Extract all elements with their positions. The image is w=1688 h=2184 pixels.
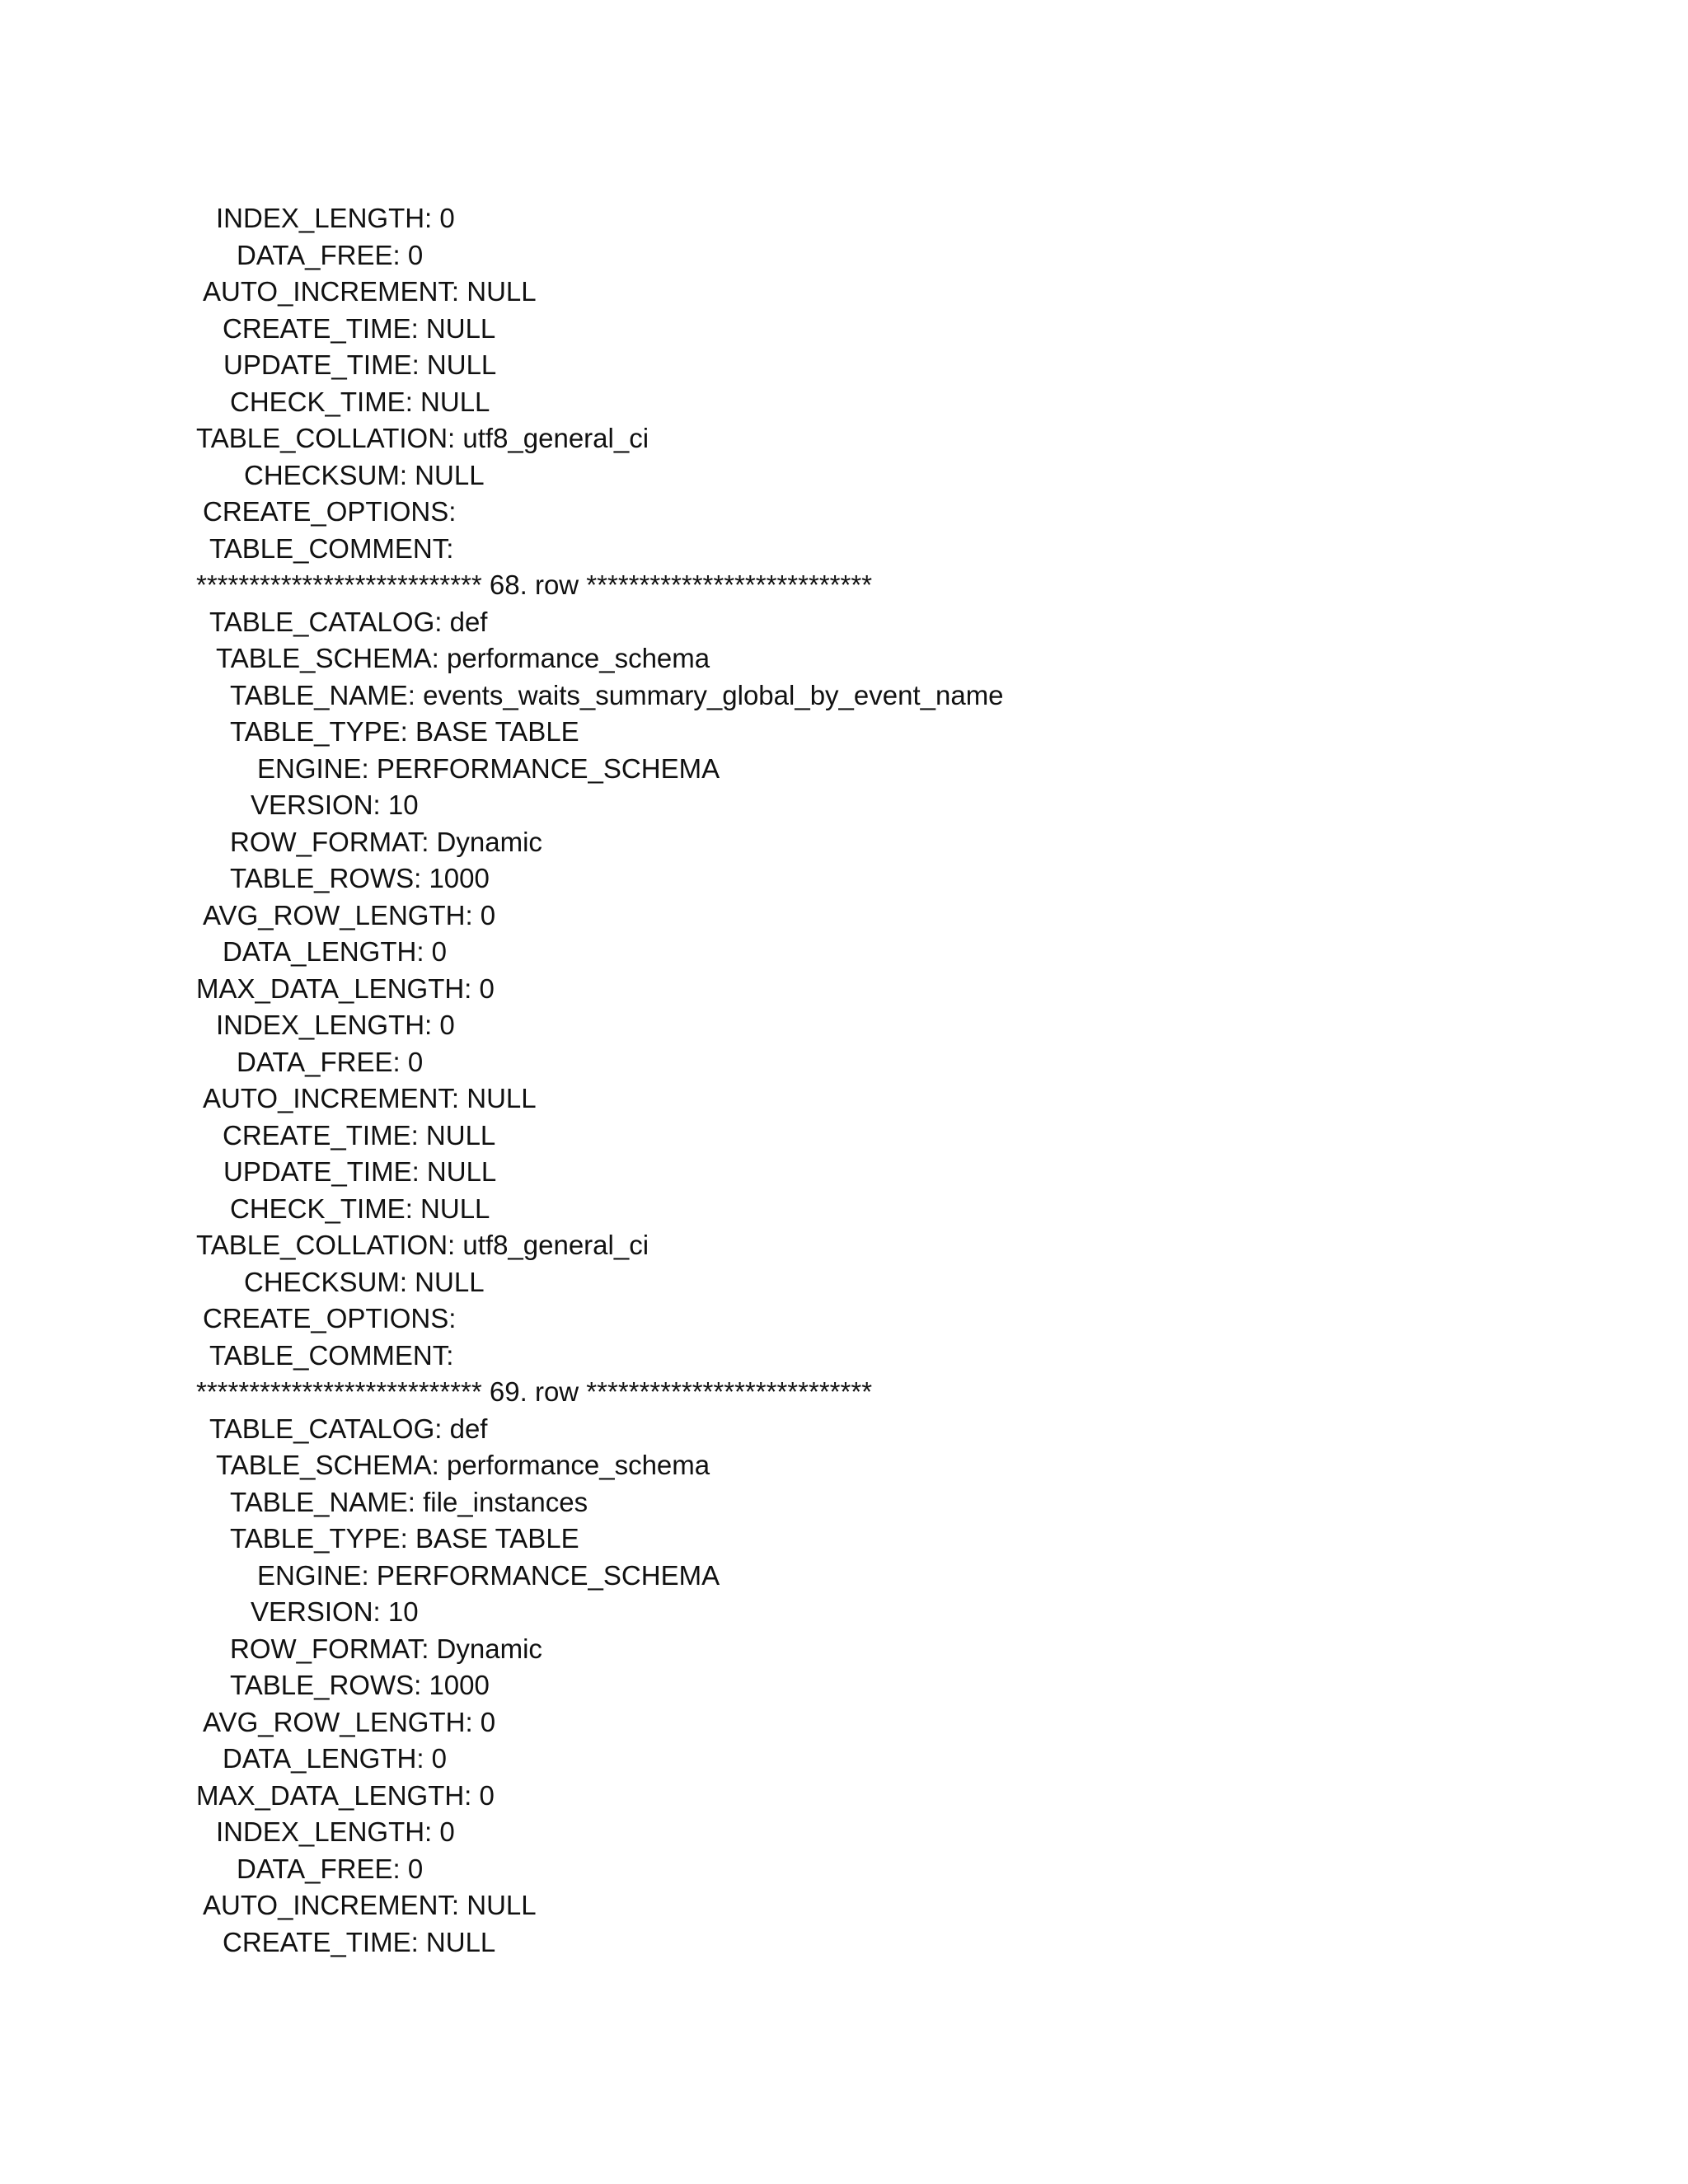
field-text: ROW_FORMAT: Dynamic (230, 1633, 542, 1664)
field-line (0, 1521, 1688, 1558)
field-line (0, 677, 1688, 715)
field-line (0, 237, 1688, 274)
field-line (0, 1851, 1688, 1888)
field-line (0, 1044, 1688, 1081)
field-text: AVG_ROW_LENGTH: 0 (203, 1706, 496, 1737)
field-line (0, 860, 1688, 898)
field-text: VERSION: 10 (251, 1596, 419, 1627)
field-text: DATA_LENGTH: 0 (223, 936, 448, 967)
field-text: DATA_FREE: 0 (237, 1853, 424, 1884)
field-line (0, 457, 1688, 494)
field-line (0, 1447, 1688, 1484)
field-line (0, 751, 1688, 788)
field-line (0, 1007, 1688, 1044)
field-text: MAX_DATA_LENGTH: 0 (196, 972, 495, 1004)
field-line (0, 604, 1688, 641)
field-line (0, 384, 1688, 421)
row-separator (0, 1374, 1688, 1411)
field-text: AUTO_INCREMENT: NULL (203, 1890, 537, 1920)
row-separator-text: *************************** 68. row *************************** (196, 569, 873, 600)
row-separator-text: *************************** 69. row *************************** (196, 1376, 873, 1407)
field-line (0, 1814, 1688, 1851)
field-line (0, 1667, 1688, 1704)
field-text: AVG_ROW_LENGTH: 0 (203, 899, 496, 930)
field-text: TABLE_NAME: file_instances (230, 1486, 588, 1517)
field-line (0, 1411, 1688, 1448)
field-text: ENGINE: PERFORMANCE_SCHEMA (257, 752, 720, 784)
field-line (0, 1887, 1688, 1924)
field-text: TABLE_COMMENT: (209, 1339, 454, 1371)
field-text: UPDATE_TIME: NULL (223, 1156, 497, 1187)
field-line (0, 714, 1688, 751)
field-line (0, 274, 1688, 311)
field-text: CREATE_TIME: NULL (223, 312, 496, 344)
field-text: TABLE_TYPE: BASE TABLE (230, 1523, 579, 1554)
field-line (0, 1154, 1688, 1191)
field-text: INDEX_LENGTH: 0 (216, 1816, 455, 1847)
field-text: CHECK_TIME: NULL (230, 386, 490, 417)
field-text: VERSION: 10 (251, 790, 419, 820)
field-text: TABLE_CATALOG: def (209, 1413, 488, 1444)
field-text: TABLE_COMMENT: (209, 532, 454, 564)
field-line (0, 420, 1688, 457)
field-text: TABLE_CATALOG: def (209, 606, 488, 637)
field-line (0, 1594, 1688, 1631)
field-text: ENGINE: PERFORMANCE_SCHEMA (257, 1559, 720, 1591)
field-text: CHECKSUM: NULL (244, 1266, 485, 1297)
field-line (0, 531, 1688, 568)
field-line (0, 824, 1688, 861)
field-text: TABLE_COLLATION: utf8_general_ci (196, 423, 649, 453)
field-text: CHECKSUM: NULL (244, 459, 485, 490)
field-text: TABLE_COLLATION: utf8_general_ci (196, 1230, 649, 1260)
field-line (0, 494, 1688, 531)
field-line (0, 1631, 1688, 1668)
field-line (0, 1704, 1688, 1741)
field-text: DATA_LENGTH: 0 (223, 1743, 448, 1774)
field-line (0, 1080, 1688, 1118)
field-line (0, 1778, 1688, 1815)
field-text: TABLE_ROWS: 1000 (230, 1670, 490, 1700)
field-line (0, 347, 1688, 384)
field-text: TABLE_NAME: events_waits_summary_global_by_event_name (230, 679, 1004, 710)
field-line (0, 1484, 1688, 1521)
field-line (0, 898, 1688, 935)
field-line (0, 934, 1688, 971)
field-line (0, 1191, 1688, 1228)
field-line (0, 971, 1688, 1008)
field-text: INDEX_LENGTH: 0 (216, 1010, 455, 1040)
query-output-text (0, 200, 1688, 1961)
field-line (0, 1924, 1688, 1961)
field-text: TABLE_SCHEMA: performance_schema (216, 643, 710, 673)
field-line (0, 1264, 1688, 1301)
field-text: TABLE_TYPE: BASE TABLE (230, 716, 579, 747)
field-line (0, 1741, 1688, 1778)
field-text: CREATE_TIME: NULL (223, 1119, 496, 1151)
field-line (0, 787, 1688, 824)
field-line (0, 1118, 1688, 1155)
field-line (0, 640, 1688, 677)
row-separator (0, 567, 1688, 604)
field-line (0, 1338, 1688, 1375)
field-text: CREATE_TIME: NULL (223, 1926, 496, 1957)
field-line (0, 1227, 1688, 1264)
field-text: CREATE_OPTIONS: (203, 496, 457, 527)
field-text: DATA_FREE: 0 (237, 1046, 424, 1077)
field-text: ROW_FORMAT: Dynamic (230, 826, 542, 857)
field-text: AUTO_INCREMENT: NULL (203, 276, 537, 307)
field-line (0, 1558, 1688, 1595)
field-line (0, 311, 1688, 348)
field-text: TABLE_SCHEMA: performance_schema (216, 1450, 710, 1480)
field-text: AUTO_INCREMENT: NULL (203, 1083, 537, 1113)
field-text: INDEX_LENGTH: 0 (216, 203, 455, 233)
field-line (0, 1301, 1688, 1338)
field-text: MAX_DATA_LENGTH: 0 (196, 1779, 495, 1811)
field-text: CREATE_OPTIONS: (203, 1303, 457, 1333)
field-text: CHECK_TIME: NULL (230, 1193, 490, 1224)
field-text: DATA_FREE: 0 (237, 239, 424, 270)
field-text: UPDATE_TIME: NULL (223, 349, 497, 380)
field-line (0, 200, 1688, 237)
field-text: TABLE_ROWS: 1000 (230, 863, 490, 893)
